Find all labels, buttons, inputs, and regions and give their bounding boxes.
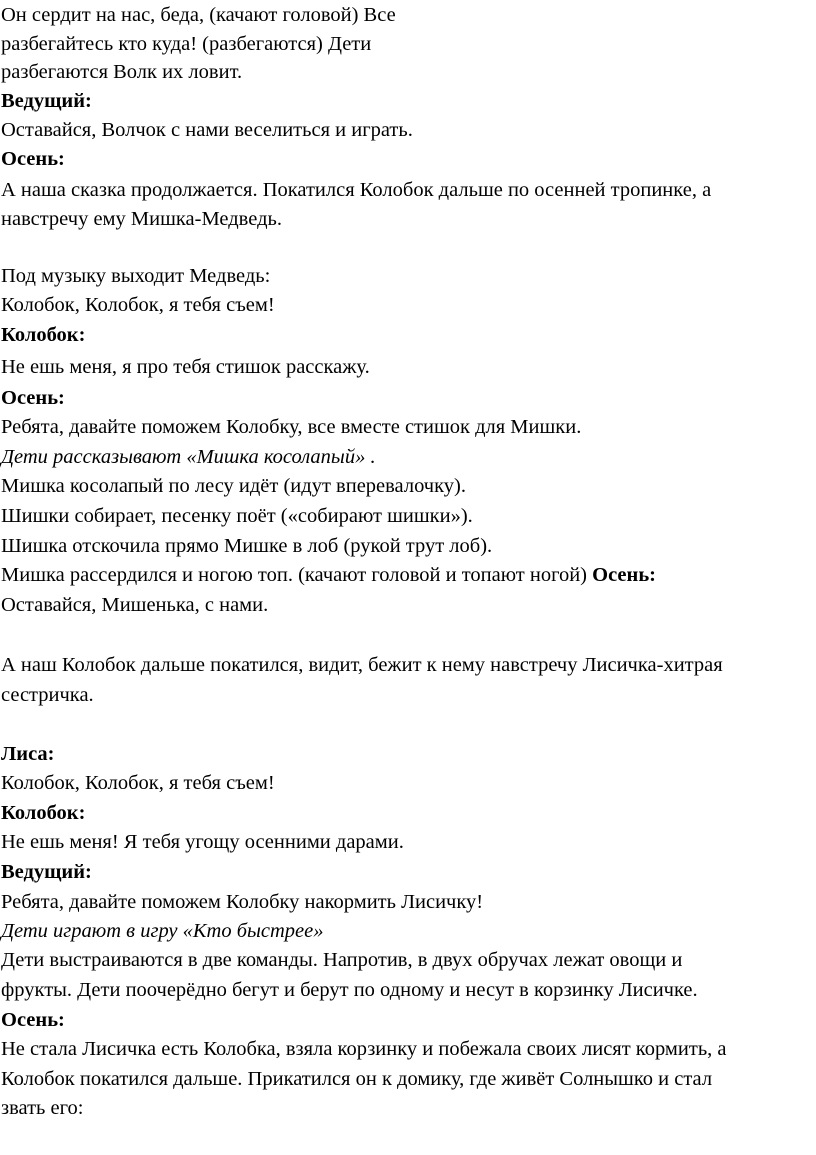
text-line: Ребята, давайте поможем Колобку, все вместе стишок для Мишки. [1,416,582,438]
text-line: Колобок покатился дальше. Прикатился он к домику, где живёт Солнышко и стал [1,1068,713,1090]
text-line: Мишка косолапый по лесу идёт (идут вперевалочку). [1,475,466,497]
text-line: Дети выстраиваются в две команды. Напротив, в двух обручах лежат овощи и [1,949,683,971]
speaker-label: Ведущий: [1,90,92,112]
text-line: А наша сказка продолжается. Покатился Колобок дальше по осенней тропинке, а [1,179,712,201]
text-line: Шишка отскочила прямо Мишке в лоб (рукой трут лоб). [1,535,493,557]
text-line: Колобок, Колобок, я тебя съем! [1,294,275,316]
text-line: разбегайтесь кто куда! (разбегаются) Дети [1,33,372,55]
text-line: Не стала Лисичка есть Колобка, взяла корзинку и побежала своих лисят кормить, а [1,1038,727,1060]
speaker-label: Осень: [1,1009,65,1031]
speaker-label: Осень: [592,564,657,586]
text-line [1,561,656,590]
speaker-label: Осень: [1,148,65,170]
text-line: Оставайся, Волчок с нами веселиться и играть. [1,119,413,141]
text-line: А наш Колобок дальше покатился, видит, бежит к нему навстречу Лисичка-хитрая [1,654,723,676]
speaker-label: Лиса: [1,743,55,765]
stage-direction: Дети рассказывают «Мишка косолапый» . [1,446,376,468]
stage-direction: Дети играют в игру «Кто быстрее» [1,920,324,942]
text-line: Он сердит на нас, беда, (качают головой) Все [1,4,396,26]
text-line: Шишки собирает, песенку поёт («собирают шишки»). [1,505,473,527]
text-line: Ребята, давайте поможем Колобку накормить Лисичку! [1,891,484,913]
speaker-label: Ведущий: [1,861,92,883]
speaker-label: Колобок: [1,802,86,824]
text-line: фрукты. Дети поочерёдно бегут и берут по одному и несут в корзинку Лисичке. [1,979,698,1001]
line-text: Мишка рассердился и ногою топ. (качают головой и топают ногой) [1,564,593,586]
text-line: разбегаются Волк их ловит. [1,61,243,83]
speaker-label: Осень: [1,387,65,409]
text-line: Не ешь меня, я про тебя стишок расскажу. [1,356,370,378]
text-line: навстречу ему Мишка-Медведь. [1,208,282,230]
text-line: звать его: [1,1097,84,1119]
text-line: Оставайся, Мишенька, с нами. [1,594,269,616]
text-line: Под музыку выходит Медведь: [1,265,271,287]
text-line: Колобок, Колобок, я тебя съем! [1,772,275,794]
text-line: сестричка. [1,684,94,706]
text-line: Не ешь меня! Я тебя угощу осенними дарами. [1,831,404,853]
speaker-label: Колобок: [1,324,86,346]
